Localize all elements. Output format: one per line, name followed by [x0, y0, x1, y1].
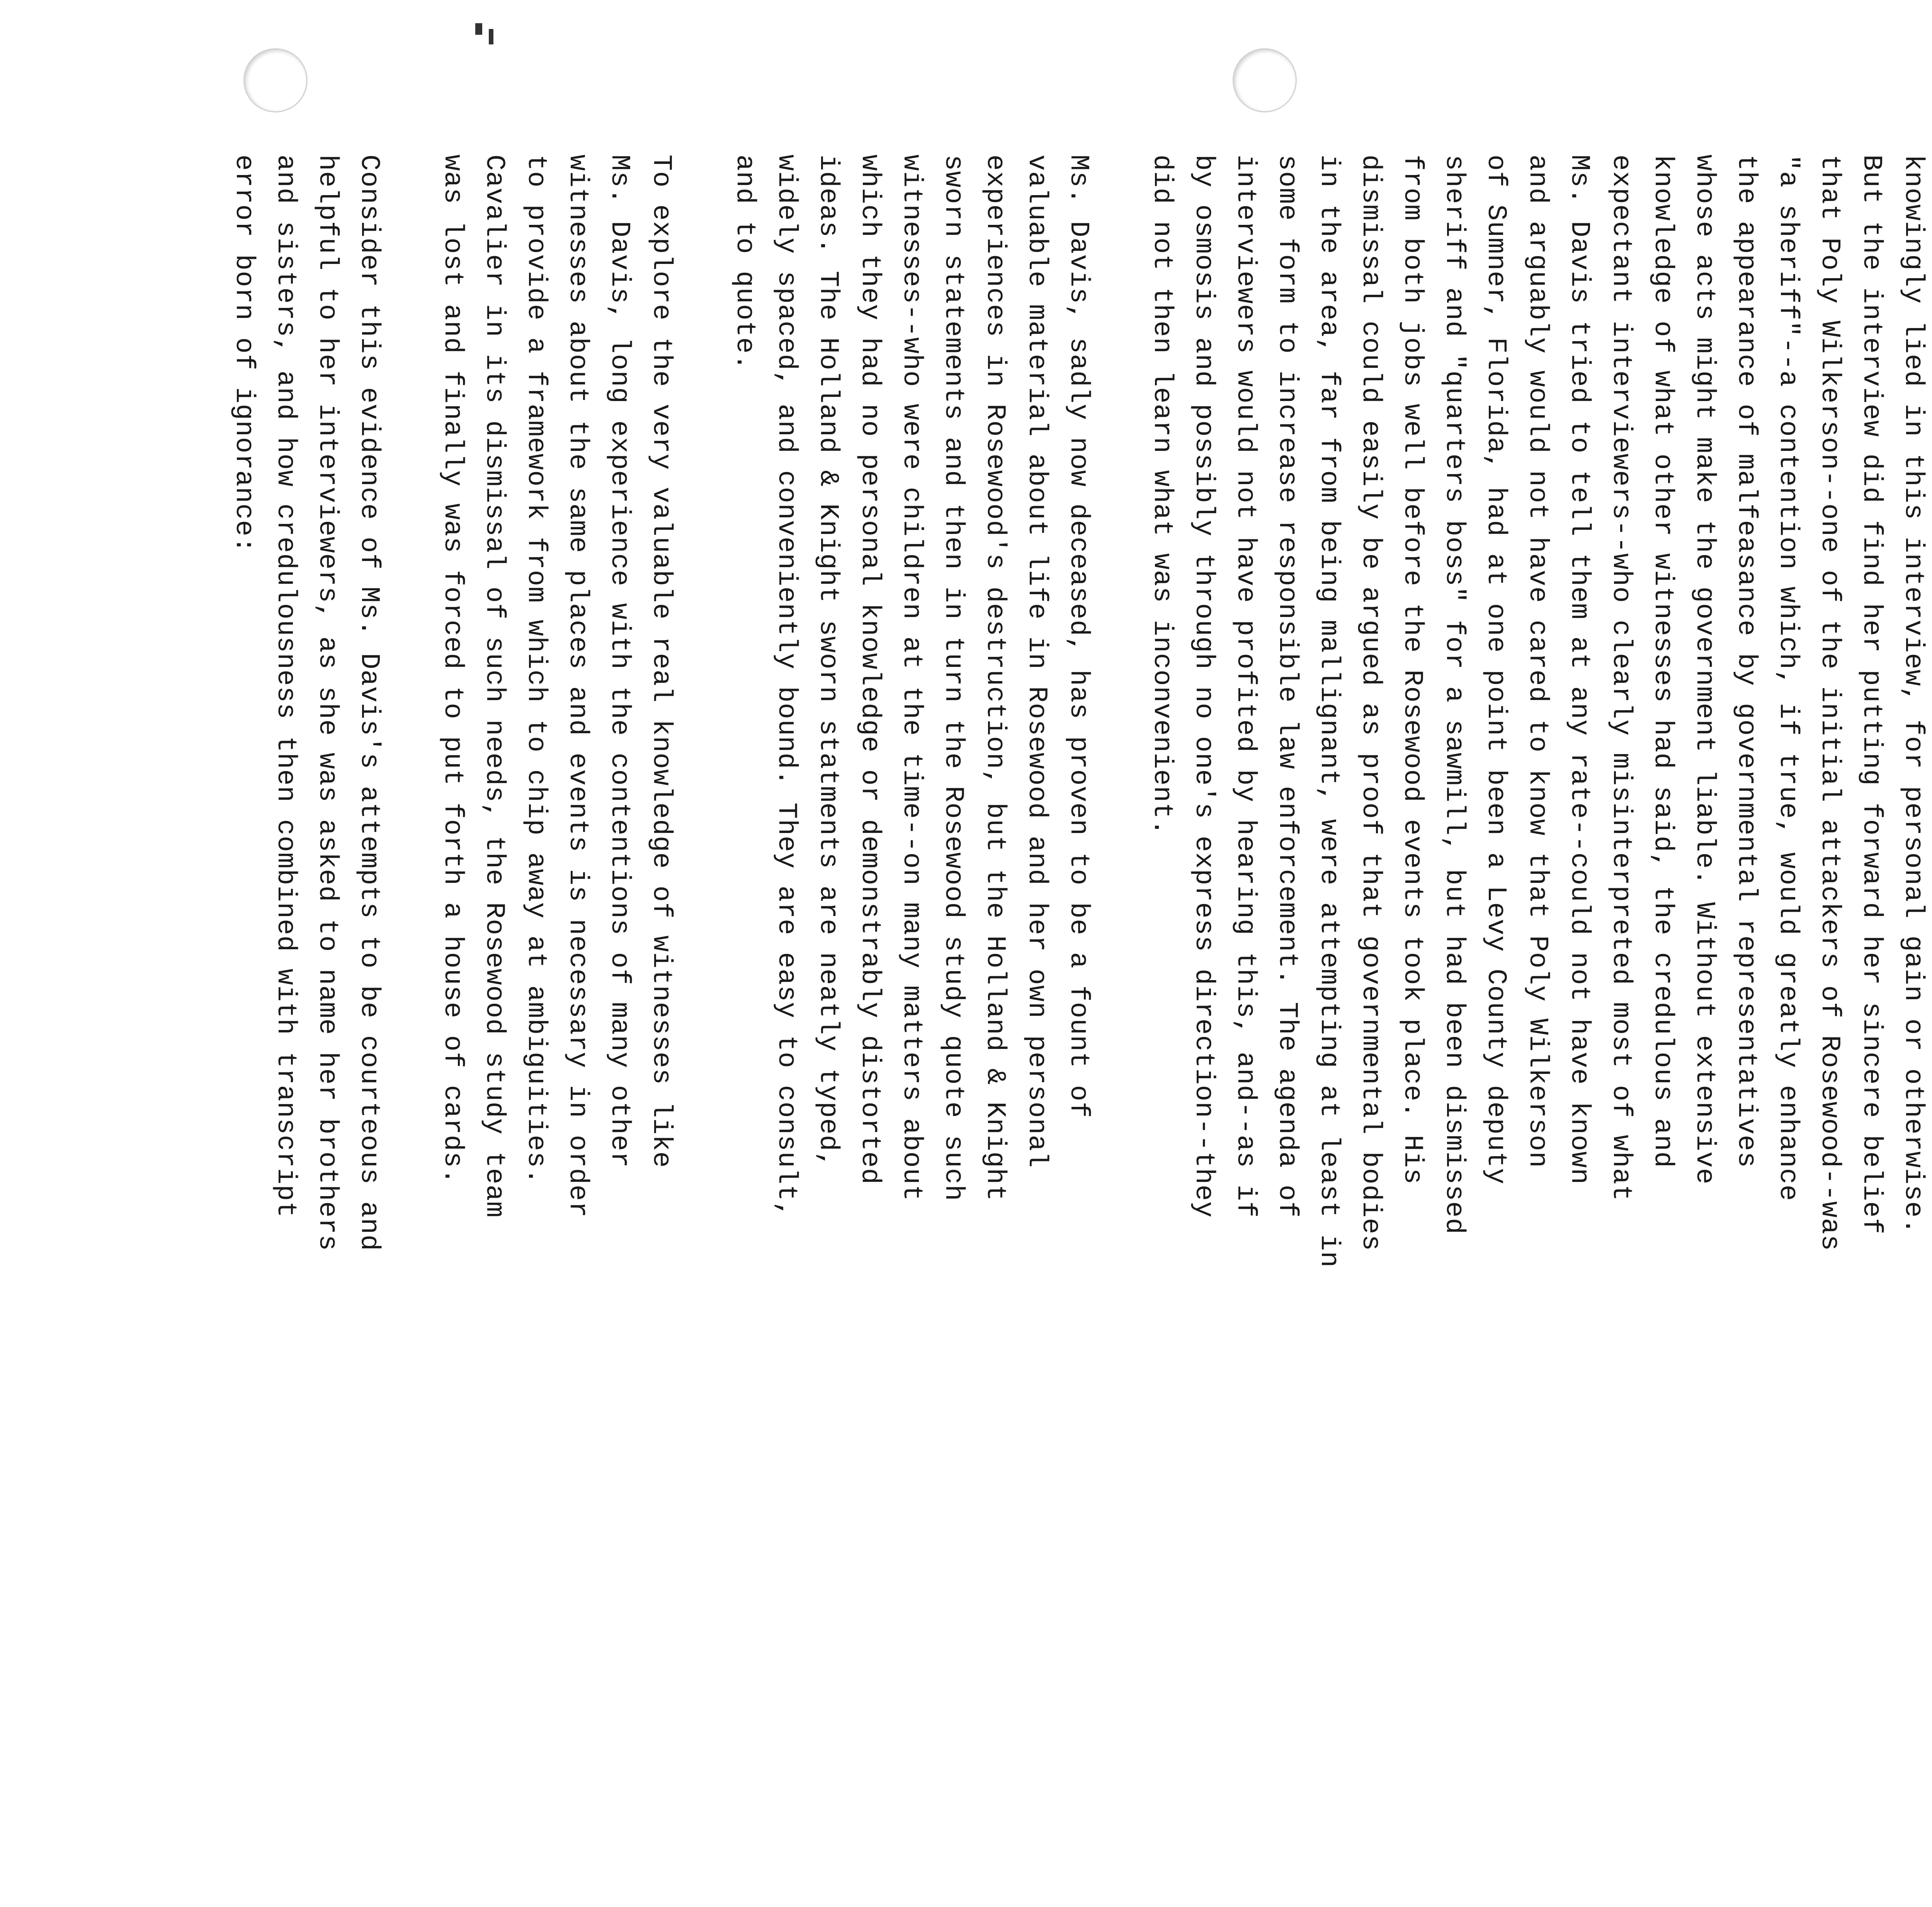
- punch-hole-center: [1233, 48, 1297, 112]
- paragraph: To explore the very valuable real knowledge of witnesses like Ms. Davis, long experience with the contentions of many other witnesses about the same places and events is necessary in order to provide a framework from which to chip away at ambiguities. Cavalier in its dismissal of such needs, the Rosewood study team was lost and finally was forced to put forth a house of cards.: [437, 155, 676, 1218]
- punch-hole-left: [243, 48, 308, 112]
- paragraph: Consider this evidence of Ms. Davis's attempts to be courteous and helpful to her interviewers, as she was asked to name her brothers and sisters, and how credulousness then combined with transcript error born of ignorance:: [228, 155, 384, 1251]
- paragraph: Ms. Davis, sadly now deceased, has proven to be a fount of valuable material about life in Rosewood and her own personal experiences in Rosewood's destruction, but the Holland & Knight sworn statements and then in turn the Rosewood study quote such witnesses--who were children at the time--on many matters about which they had no personal knowledge or demonstrably distorted ideas. The Holland & Knight sworn statments are neatly typed, widely spaced, and conveniently bound. They are easy to consult, and to quote.: [729, 155, 1094, 1218]
- scan-speck: [489, 29, 493, 44]
- scan-speck: [475, 23, 482, 35]
- typed-page: [181, 155, 1932, 1739]
- paragraph: knowingly lied in this interview, for personal gain or otherwise. But the interview did find her putting forward her sincere belief that Poly Wilkerson--one of the initial attackers of Rosewood--was "a sheriff"--a contention which, if true, would greatly enhance the appearance of malfeasance by governmental representatives whose acts might make the government liable. Without extensive knowledge of what other witnesses had said, the credulous and expectant interviewers--who clearly misinterpreted most of what Ms. Davis tried to tell them at any rate--could not have known and arguably would not have cared to know that Poly Wilkerson of Sumner, Florida, had at one point been a Levy County deputy sheriff and "quarters boss" for a sawmill, but had been dismissed from both jobs well before the Rosewood events took place. His dismissal could easily be argued as proof that governmental bodies in the area, far from being mallignant, were attempting at least in some form to increase responsible law enforcement. The agenda of interviewers would not have profited by hearing this, and--as if by osmosis and possibly through no one's express direction--they did not then learn what was inconvenient.: [1146, 155, 1928, 1268]
